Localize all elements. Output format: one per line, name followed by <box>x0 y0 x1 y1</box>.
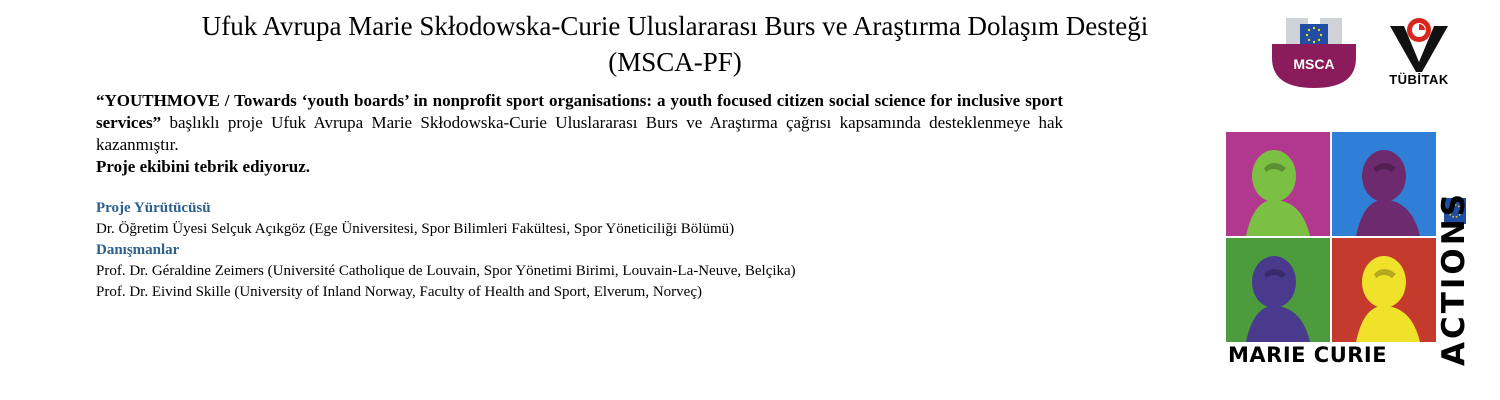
msca-logo-text: MSCA <box>1293 56 1335 72</box>
project-title: “YOUTHMOVE / Towards ‘youth boards’ in nonprofit sport organisations: a youth focused citizen social science for inclusive sport services” <box>96 91 1063 132</box>
advisor-2: Prof. Dr. Eivind Skille (University of Inland Norway, Faculty of Health and Sport, Elverum, Norveç) <box>96 284 702 300</box>
tubitak-logo-text: TÜBİTAK <box>1389 72 1449 87</box>
lead-heading: Proje Yürütücüsü <box>96 200 211 216</box>
actions-vertical-text <box>1436 130 1472 366</box>
announcement-text <box>96 90 1063 178</box>
marie-curie-actions-logo <box>1224 128 1470 370</box>
title-line-2: (MSCA-PF) <box>608 47 742 77</box>
page-title <box>60 8 1290 80</box>
actions-label: ACTIONS <box>1436 190 1472 366</box>
advisors-heading: Danışmanlar <box>96 242 180 258</box>
team-section <box>96 198 1096 303</box>
marie-curie-label: MARIE CURIE <box>1228 343 1388 367</box>
lead-researcher: Dr. Öğretim Üyesi Selçuk Açıkgöz (Ege Üniversitesi, Spor Bilimleri Fakültesi, Spor Yöneticiliği Bölümü) <box>96 221 735 237</box>
congratulations-text: Proje ekibini tebrik ediyoruz. <box>96 157 311 176</box>
title-line-1: Ufuk Avrupa Marie Skłodowska-Curie Uluslararası Burs ve Araştırma Dolaşım Desteği <box>201 11 1149 41</box>
announcement-description: başlıklı proje Ufuk Avrupa Marie Skłodowska-Curie Uluslararası Burs ve Araştırma çağrısı kapsamında desteklenmeye hak kazanmıştır. <box>96 113 1063 154</box>
advisor-1: Prof. Dr. Géraldine Zeimers (Université Catholique de Louvain, Spor Yönetimi Birimi, Louvain-La-Neuve, Belçika) <box>96 263 796 279</box>
msca-logo <box>1268 14 1360 90</box>
